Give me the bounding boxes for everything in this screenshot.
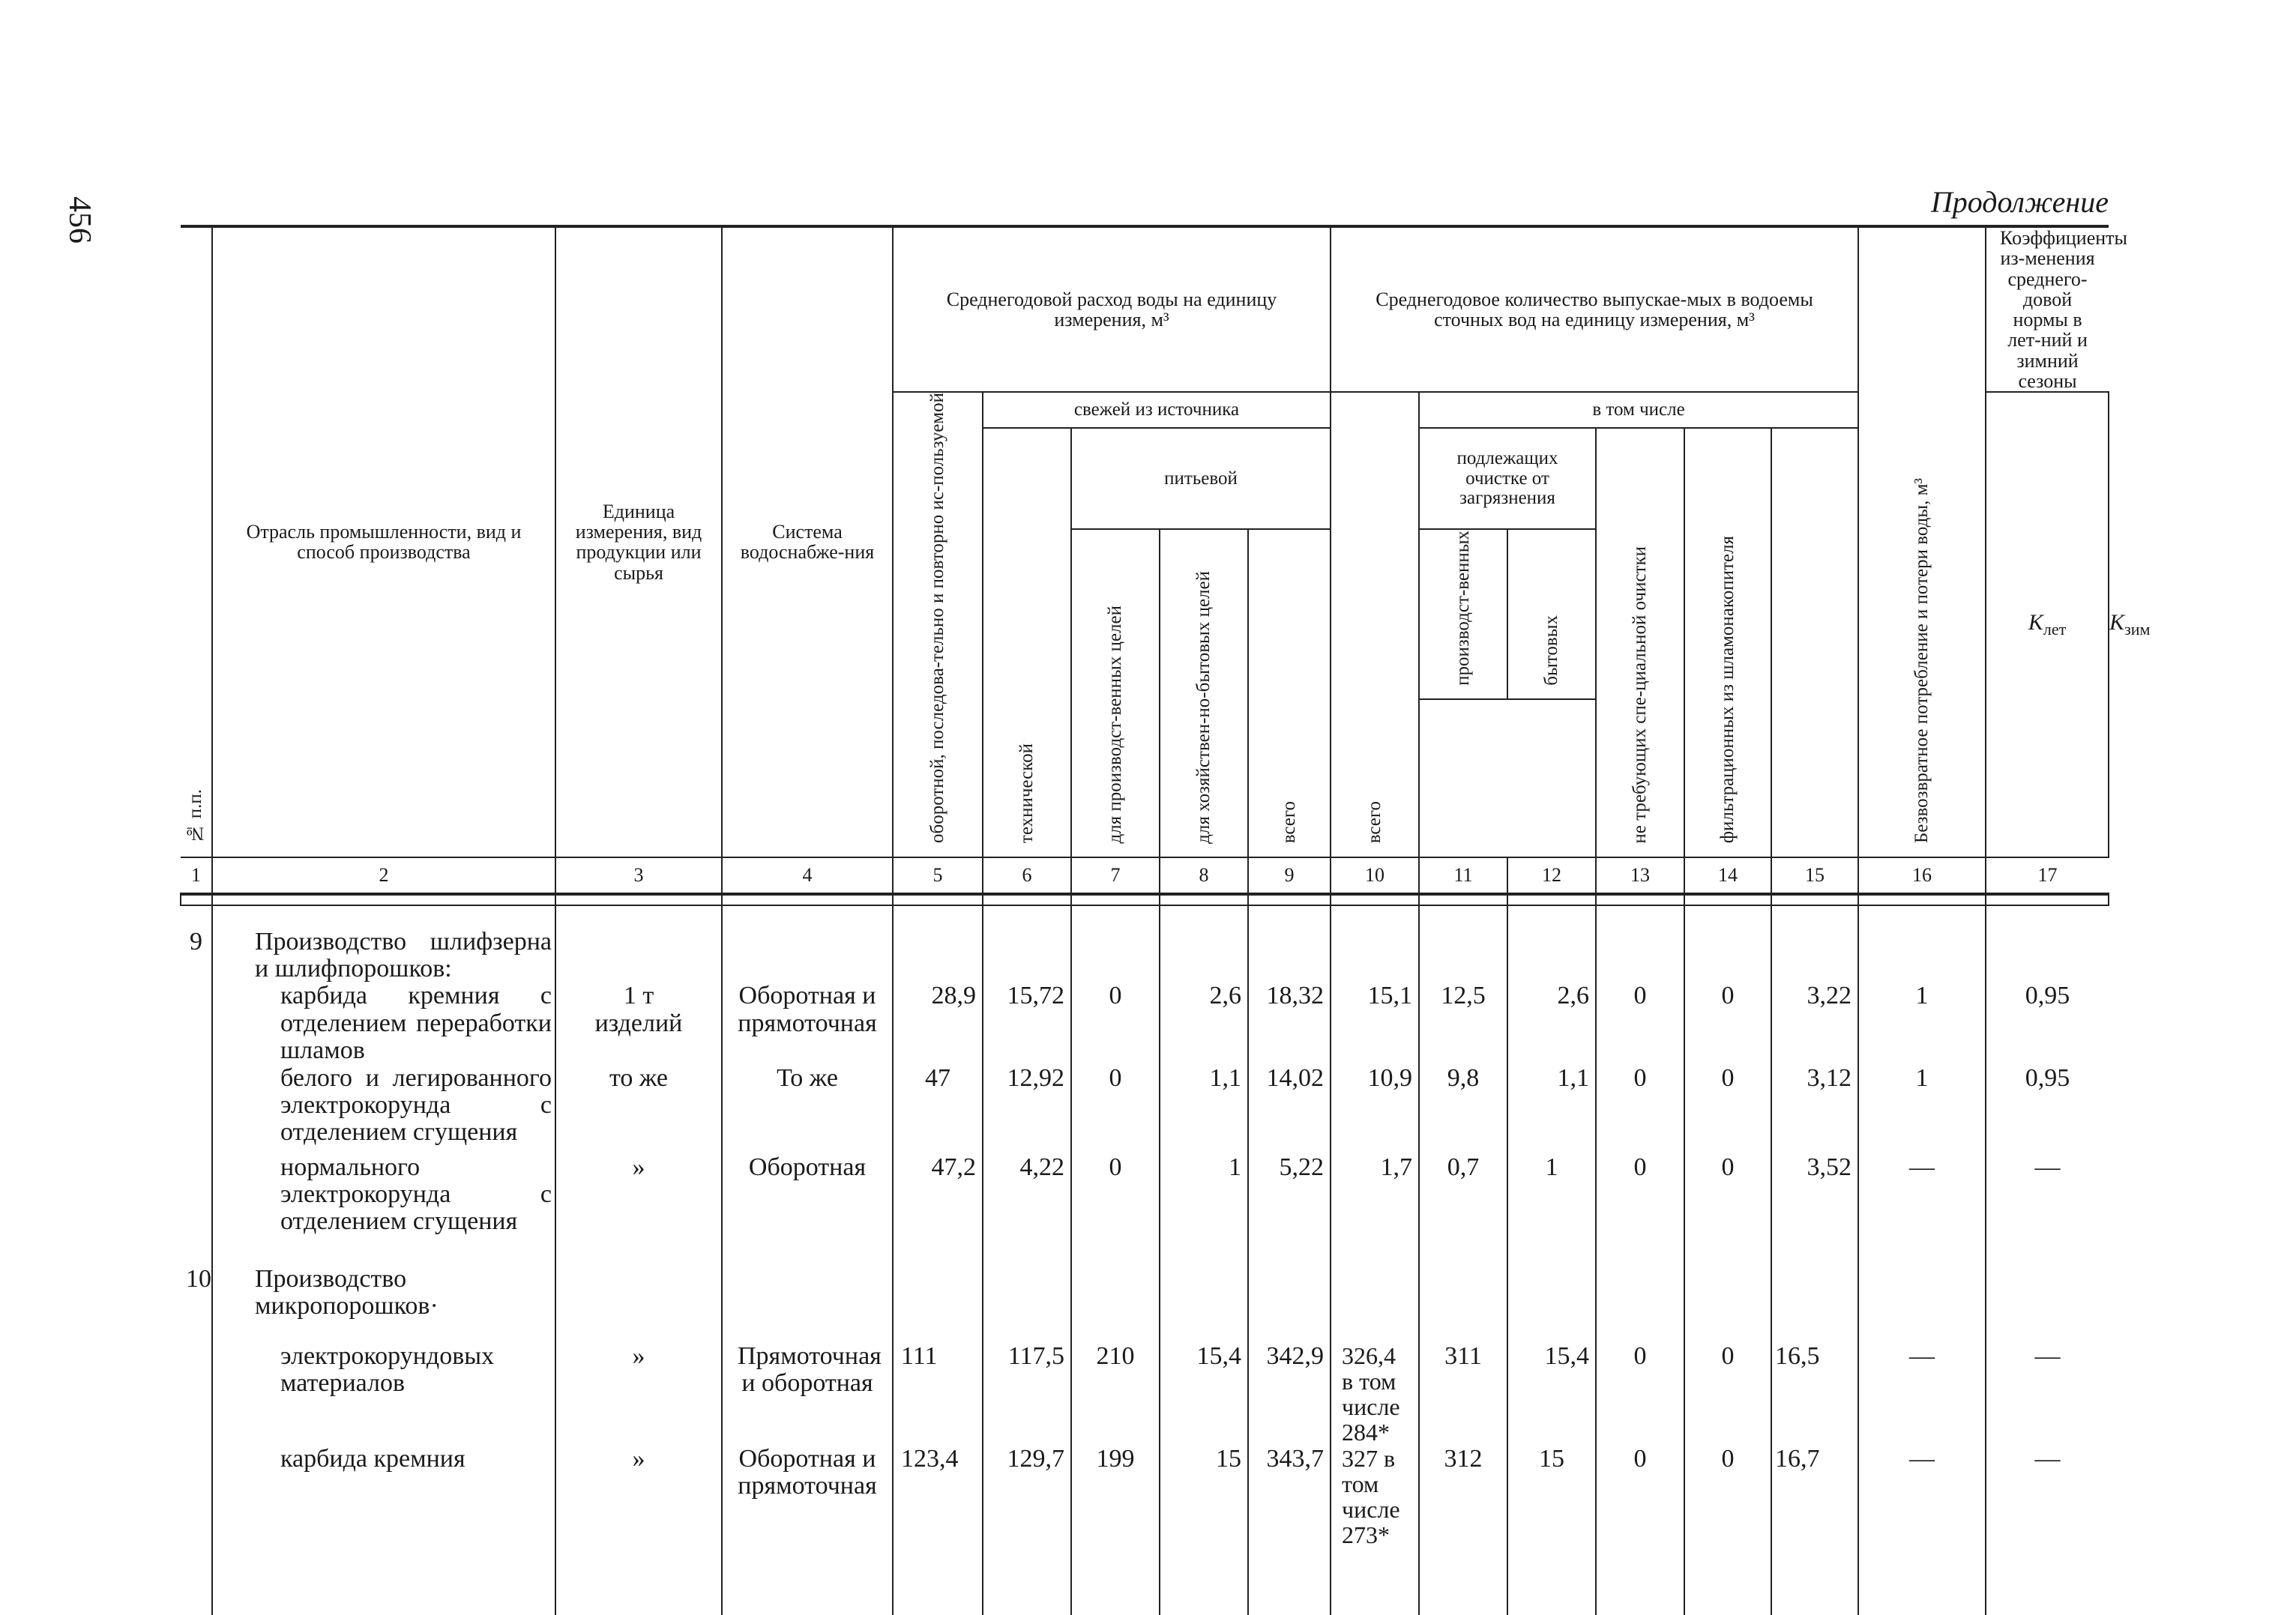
cell-c10: 327 в том числе 273* — [1331, 1446, 1419, 1548]
cell-c5: 123,4 — [893, 1446, 983, 1548]
cell-c15: 3,12 — [1771, 1065, 1858, 1154]
cell-c5: 47 — [893, 1065, 983, 1154]
header-household-ww: бытовых — [1507, 529, 1596, 699]
cell-c8: 1 — [1160, 1154, 1248, 1266]
colnum-10: 10 — [1331, 857, 1419, 894]
header-filtration: фильтрационных из шламонакопителя — [1684, 428, 1771, 857]
cell-c16: 1 — [1858, 982, 1986, 1064]
cell-c17: 0,95 — [1986, 982, 2109, 1064]
row-unit: » — [555, 1154, 722, 1266]
colnum-3: 3 — [555, 857, 722, 894]
cell-c12: 15 — [1507, 1446, 1596, 1548]
header-discharge: Среднегодовое количество выпускае-мых в водоемы сточных вод на единицу измерения, м³ — [1331, 226, 1858, 392]
row-unit: » — [555, 1343, 722, 1446]
header-to-be-treated: подлежащих очистке от загрязнения — [1419, 428, 1596, 529]
header-for-production: для производст-венных целей — [1071, 529, 1160, 857]
colnum-1: 1 — [181, 857, 212, 894]
cell-c14: 0 — [1684, 1154, 1771, 1266]
table-row — [181, 1065, 2109, 1154]
cell-c11: 0,7 — [1419, 1154, 1507, 1266]
header-total-water: всего — [1248, 529, 1331, 857]
header-production-ww: производст-венных — [1419, 529, 1507, 699]
cell-c12: 2,6 — [1507, 982, 1596, 1064]
table-row — [181, 982, 2109, 1064]
cell-c10: 15,1 — [1331, 982, 1419, 1064]
cell-c7: 0 — [1071, 1065, 1160, 1154]
header-system: Система водоснабже-ния — [722, 226, 893, 857]
cell-c14: 0 — [1684, 1446, 1771, 1548]
cell-c13: 0 — [1596, 1446, 1684, 1548]
cell-c8: 15,4 — [1160, 1343, 1248, 1446]
colnum-8: 8 — [1160, 857, 1248, 894]
continuation-label: Продолжение — [1930, 185, 2109, 219]
row-name: белого и легированного электрокорунда с отделением сгущения — [212, 1065, 555, 1154]
cell-c15: 16,5 — [1771, 1343, 1858, 1446]
cell-c13: 0 — [1596, 1065, 1684, 1154]
cell-c14: 0 — [1684, 1065, 1771, 1154]
colnum-12: 12 — [1507, 857, 1596, 894]
cell-c10: 326,4 в том числе 284* — [1331, 1343, 1419, 1446]
cell-c9: 343,7 — [1248, 1446, 1331, 1548]
header-coefficients: Коэффициенты из-менения среднего-довой нормы в лет-ний и зимний сезоны — [1986, 226, 2109, 392]
colnum-9: 9 — [1248, 857, 1331, 894]
header-water-use: Среднегодовой расход воды на единицу измерения, м³ — [893, 226, 1331, 392]
colnum-17: 17 — [1986, 857, 2109, 894]
row-system: Прямоточная и оборотная — [722, 1343, 893, 1446]
header-recycled: оборотной, последова-тельно и повторно ис-пользуемой — [893, 392, 983, 857]
cell-c11: 9,8 — [1419, 1065, 1507, 1154]
row-system: Оборотная и прямоточная — [722, 1446, 893, 1548]
cell-c8: 1,1 — [1160, 1065, 1248, 1154]
colnum-5: 5 — [893, 857, 983, 894]
cell-c15: 3,52 — [1771, 1154, 1858, 1266]
cell-c6: 15,72 — [983, 982, 1071, 1064]
header-for-household: для хозяйствен-но-бытовых целей — [1160, 529, 1248, 857]
cell-c5: 47,2 — [893, 1154, 983, 1266]
cell-c11: 311 — [1419, 1343, 1507, 1446]
header-including: в том числе — [1419, 392, 1858, 428]
cell-c14: 0 — [1684, 1343, 1771, 1446]
colnum-16: 16 — [1858, 857, 1986, 894]
table-row — [181, 905, 2109, 983]
cell-c6: 4,22 — [983, 1154, 1071, 1266]
header-potable: питьевой — [1071, 428, 1331, 529]
cell-c9: 14,02 — [1248, 1065, 1331, 1154]
cell-c13: 0 — [1596, 1154, 1684, 1266]
row-system: Оборотная — [722, 1154, 893, 1266]
header-irrecoverable: Безвозвратное потребление и потери воды, м³ — [1858, 226, 1986, 857]
water-norms-table: № п.п. Отрасль промышленности, вид и способ производства Единица измерения, вид продукции или сырья Система водоснабже-ния Среднегодовой расход воды на единицу измерения, м³ Среднегодовое количество выпускае-мых в водоемы сточных вод на единицу измерения, м³ Безвозвратное потребление и потери воды, м³ Коэффициенты из-менения среднего-довой нормы в лет-ний и зимний сезоны оборотной, последова-тельно и повторно ис-пользуемой свежей из источника всего в том числе $K_{лет}$ $K_{зим}$ технической питьевой подлежащих очистке от загрязнения не требующих спе-циальной очистки фильтрационных из шламонакопителя для производст-венных целей для хозяйствен-но-бытовых целей всего производст-венных бытовых 1 2 3 4 5 6 7 8 9 10 11 12 13 14 15 16 17 9 Производство шлифзерна и шлифпорошков: карбида кремния с отделением переработки шламов 1 т изделий Оборотная и прямоточная 28,9 15,72 0 2,6 18,32 15,1 12,5 2,6 0 0 3,22 1 0,95 белого и легированного электрокорунда с отделением сгущения то же То же 47 12,92 0 1,1 14,02 10,9 9,8 1,1 0 0 3,12 1 0,95 нормального электрокорунда с отделением сгущения » Оборотная 47,2 4,22 0 1 5,22 1,7 0,7 1 0 0 3,52 — — 10 Производство микропорошков· электрокорундовых материалов » Прямоточная и оборотная 111 117,5 210 15,4 342,9 326,4 в том числе 284* 311 15,4 0 0 16,5 — — карбида кремния » Оборотная и прямоточная 123,4 129,7 199 15 343,7 327 в том числе 273* 312 15 0 0 16,7 — — — [180, 225, 2109, 1615]
row-number: 9 — [181, 905, 212, 983]
cell-c17: — — [1986, 1446, 2109, 1548]
page-number: 456 — [62, 196, 97, 244]
cell-c12: 1 — [1507, 1154, 1596, 1266]
cell-c12: 1,1 — [1507, 1065, 1596, 1154]
cell-c12: 15,4 — [1507, 1343, 1596, 1446]
colnum-13: 13 — [1596, 857, 1684, 894]
colnum-7: 7 — [1071, 857, 1160, 894]
colnum-15: 15 — [1771, 857, 1858, 894]
cell-c8: 15 — [1160, 1446, 1248, 1548]
cell-c7: 199 — [1071, 1446, 1160, 1548]
table-row — [181, 1154, 2109, 1266]
row-name: нормального электрокорунда с отделением сгущения — [212, 1154, 555, 1266]
row-name: Производство микропорошков· — [212, 1266, 555, 1343]
row-name: карбида кремния с отделением переработки шламов — [212, 982, 555, 1064]
row-system: Оборотная и прямоточная — [722, 982, 893, 1064]
row-unit: 1 т изделий — [555, 982, 722, 1064]
cell-c17: 0,95 — [1986, 1065, 2109, 1154]
table-row — [181, 1266, 2109, 1343]
cell-c13: 0 — [1596, 1343, 1684, 1446]
header-industry: Отрасль промышленности, вид и способ производства — [212, 226, 555, 857]
header-fresh: свежей из источника — [983, 392, 1331, 428]
cell-c7: 0 — [1071, 1154, 1160, 1266]
row-name: Производство шлифзерна и шлифпорошков: — [212, 905, 555, 983]
cell-c11: 312 — [1419, 1446, 1507, 1548]
cell-c16: — — [1858, 1446, 1986, 1548]
colnum-11: 11 — [1419, 857, 1507, 894]
cell-c6: 129,7 — [983, 1446, 1071, 1548]
cell-c9: 18,32 — [1248, 982, 1331, 1064]
cell-c16: — — [1858, 1154, 1986, 1266]
row-unit: » — [555, 1446, 722, 1548]
cell-c16: — — [1858, 1343, 1986, 1446]
colnum-14: 14 — [1684, 857, 1771, 894]
header-no: № п.п. — [181, 226, 212, 857]
cell-c16: 1 — [1858, 1065, 1986, 1154]
cell-c15: 3,22 — [1771, 982, 1858, 1064]
row-unit: то же — [555, 1065, 722, 1154]
header-technical: технической — [983, 428, 1071, 857]
cell-c8: 2,6 — [1160, 982, 1248, 1064]
cell-c5: 111 — [893, 1343, 983, 1446]
cell-c11: 12,5 — [1419, 982, 1507, 1064]
header-unit: Единица измерения, вид продукции или сырья — [555, 226, 722, 857]
header-no-treatment: не требующих спе-циальной очистки — [1596, 428, 1684, 857]
cell-c17: — — [1986, 1154, 2109, 1266]
cell-c5: 28,9 — [893, 982, 983, 1064]
cell-c15: 16,7 — [1771, 1446, 1858, 1548]
cell-c7: 0 — [1071, 982, 1160, 1064]
cell-c6: 117,5 — [983, 1343, 1071, 1446]
row-system: То же — [722, 1065, 893, 1154]
colnum-6: 6 — [983, 857, 1071, 894]
row-number: 10 — [181, 1266, 212, 1343]
header-total-discharge: всего — [1331, 392, 1419, 857]
cell-c6: 12,92 — [983, 1065, 1071, 1154]
row-name: карбида кремния — [212, 1446, 555, 1548]
table-row — [181, 1446, 2109, 1548]
cell-c7: 210 — [1071, 1343, 1160, 1446]
cell-c13: 0 — [1596, 982, 1684, 1064]
cell-c9: 5,22 — [1248, 1154, 1331, 1266]
colnum-2: 2 — [212, 857, 555, 894]
cell-c9: 342,9 — [1248, 1343, 1331, 1446]
cell-c14: 0 — [1684, 982, 1771, 1064]
cell-c17: — — [1986, 1343, 2109, 1446]
cell-c10: 10,9 — [1331, 1065, 1419, 1154]
cell-c10: 1,7 — [1331, 1154, 1419, 1266]
table-row — [181, 1343, 2109, 1446]
row-name: электрокорундовых материалов — [212, 1343, 555, 1446]
colnum-4: 4 — [722, 857, 893, 894]
header-k-summer: $K_{лет}$ — [1986, 392, 2109, 857]
